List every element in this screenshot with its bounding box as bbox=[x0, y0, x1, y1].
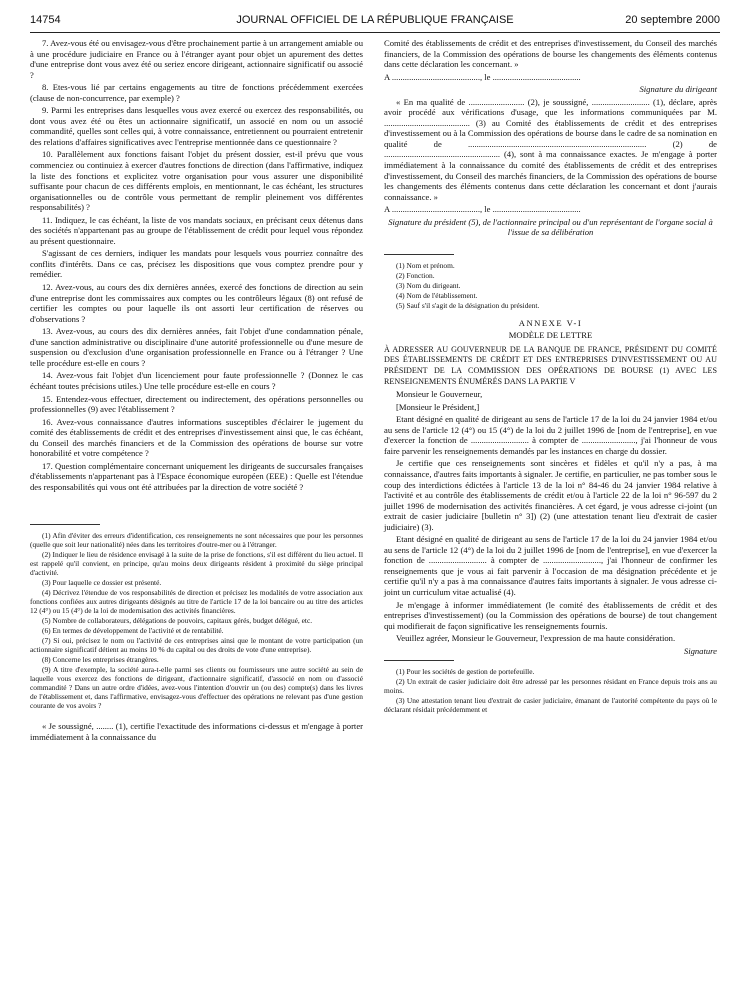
right-column bbox=[384, 38, 717, 715]
annexe-title: ANNEXE V-I bbox=[518, 317, 583, 328]
footnote-6: (6) En termes de développement de l'activité et de rentabilité. bbox=[42, 626, 224, 636]
journal-title: JOURNAL OFFICIEL DE LA RÉPUBLIQUE FRANÇAISE bbox=[236, 14, 514, 26]
right-footnote-2: (2) Fonction. bbox=[396, 270, 435, 280]
question-7: 7. Avez-vous été ou envisagez-vous d'être prochainement partie à un arrangement amiable ou à une procédure judiciaire en France ou à l'étranger ayant pour objet un apurement des dettes d'une entreprise dont vous avez été ou seriez encore dirigeant, actionnaire significatif ou associé ? bbox=[30, 38, 363, 80]
right-footnote-4: (4) Nom de l'établissement. bbox=[396, 290, 478, 300]
footnote-9: (9) A titre d'exemple, la société aura-t-elle parmi ses clients ou fournisseurs une autre société au sein de laquelle vous exercez des fonctions de dirigeant, d'actionnaire significatif, d'associé en nom ou d'associé commandité ? Dans un autre ordre d'idées, avez-vous l'intention d'ouvrir un (ou des) compte(s) dans les livres de l'établissement et, dans l'affirmative, envisagez-vous d'effectuer des opérations ne relevant pas d'une gestion courante de vos avoirs ? bbox=[30, 665, 363, 711]
footnote-7: (7) Si oui, précisez le nom ou l'activité de ces entreprises ainsi que le montant de votre participation (un actionnaire significatif détient au moins 10 % du capital ou des droits de vote d'une entreprise). bbox=[30, 636, 363, 655]
footnote-separator bbox=[30, 524, 100, 525]
addressee-block: À ADRESSER AU GOUVERNEUR DE LA BANQUE DE FRANCE, PRÉSIDENT DU COMITÉ DES ÉTABLISSEMENTS DE CRÉDIT ET DES ENTREPRISES D'INVESTISSEMENT OU AU PRÉSIDENT DE LA COMMISSION DES OPÉRATIONS DE BOURSE (1) AVEC LES RENSEIGNEMENTS ÉNUMÉRÉS DANS LA PARTIE V bbox=[384, 344, 717, 386]
closing-declaration: « Je soussigné, ........ (1), certifie l'exactitude des informations ci-dessus et m'engage à porter immédiatement à la connaissance du bbox=[30, 721, 363, 742]
question-12: 12. Avez-vous, au cours des dix dernières années, exercé des fonctions de direction au sein d'une entreprise dont les commissaires aux comptes ou les contrôleurs légaux (8) ont refusé de certifier les comptes ou pour laquelle ils ont assorti leur certification de réserves ou d'observations ? bbox=[30, 282, 363, 324]
publication-date: 20 septembre 2000 bbox=[625, 14, 720, 26]
footnote-5: (5) Nombre de collaborateurs, délégations de pouvoirs, capitaux gérés, budget délégué, etc. bbox=[42, 616, 313, 626]
header-rule bbox=[30, 32, 720, 33]
letter-paragraph-4: Je m'engage à informer immédiatement (le comité des établissements de crédit et des entreprises d'investissement) (ou la Commission des opérations de bourse) de tout changement qui modifierait de façon significative les renseignements fournis. bbox=[384, 599, 717, 631]
right-footnote-3: (3) Nom du dirigeant. bbox=[396, 280, 461, 290]
page-number: 14754 bbox=[30, 14, 61, 26]
footnote-8: (8) Concerne les entreprises étrangères. bbox=[42, 655, 159, 665]
question-11-note: S'agissant de ces derniers, indiquer les mandats pour lesquels vous pourriez connaître des conflits d'intérêts. Dans ce cas, précisez les dispositions que vous comptez prendre pour y remédier. bbox=[30, 248, 363, 280]
footnote-separator-right-2 bbox=[384, 660, 454, 661]
letter-paragraph-2: Je certifie que ces renseignements sont sincères et fidèles et qu'il n'y a pas, à ma connaissance, d'autres faits importants à signaler. Je certifie, en particulier, ne pas tomber sous le coup des interdictions édictées à l'article 13 de la loi n° 84-46 du 24 janvier 1984 relative à l'activité et au contrôle des établissements de crédit et/ou à l'article 22 de la loi n° 96-597 du 2 juillet 1996 de modernisation des activités financières. A cet égard, je vous adresse ci-joint (un extrait de casier judiciaire [bulletin n° 3]) (2) (une attestation tenant lieu d'extrait de casier judiciaire) (3). bbox=[384, 458, 717, 532]
signature-letter: Signature bbox=[683, 645, 717, 656]
question-16: 16. Avez-vous connaissance d'autres informations susceptibles d'éclairer le jugement du comité des établissements de crédit et des entreprises d'investissement ainsi que, le cas échéant, du Conseil des marchés financiers et de la Commission des opérations de bourse sur votre honorabilité et votre compétence ? bbox=[30, 416, 363, 459]
question-10: 10. Parallèlement aux fonctions faisant l'objet du présent dossier, est-il prévu que vous commenciez ou continuiez à exercer d'autres fonctions de direction (dans l'affirmative, indiquez la liste des fonctions et explicitez votre organisation pour vous assurer une disponibilité suffisante pour chacun de ces différents emplois, en mentionnant, le cas échéant, les structures organisationnelles ou de contrôle vous permettant de remplir pleinement vos différentes responsabilités) ? bbox=[30, 149, 363, 213]
president-declaration: « En ma qualité de .......................... (2), je soussigné, ........................... (1), déclare, après avoir procédé aux vérifications d'usage, que les informations communiquées par M. ........................................ (3) au Comité des établissements de crédit et des entreprises d'investissement ou à la Commission des opérations de bourse dans le cadre de sa nomination en qualité de ................................................................................... (2) de ...................................................... (4), sont à ma connaissance exactes. Je m'engage à porter immédiatement à la connaissance du comité des établissements de crédit et des entreprises d'investissement, du Conseil des marchés financiers, de la Commission des opérations de bourse les changements des éléments contenus dans cette déclaration les concernant et dont j'aurais connaissance. » bbox=[384, 96, 717, 202]
left-column bbox=[30, 38, 363, 745]
letter-footnote-2: (2) Un extrait de casier judiciaire doit être adressé par les personnes résidant en France depuis trois ans au moins. bbox=[384, 677, 717, 696]
footnote-3: (3) Pour laquelle ce dossier est présenté. bbox=[42, 578, 162, 588]
question-11: 11. Indiquez, le cas échéant, la liste de vos mandats sociaux, en précisant ceux détenus dans des sociétés n'appartenant pas au groupe de l'établissement de crédit pour lequel vous répondez au présent questionnaire. bbox=[30, 214, 363, 246]
footnote-separator-right bbox=[384, 254, 454, 255]
letter-footnote-3: (3) Une attestation tenant lieu d'extrait de casier judiciaire, émanant de l'autorité compétente du pays où le déclarant résidait précédemment et bbox=[384, 696, 717, 715]
question-9: 9. Parmi les entreprises dans lesquelles vous avez exercé ou exercez des responsabilités, ou dont vous avez été ou êtes un actionnaire significatif, un associé en nom ou un associé commandité, quelles sont celles qui, à votre connaissance, entretiennent ou pourraient entretenir des relations d'affaires significatives avec l'entreprise mentionnée dans ce questionnaire ? bbox=[30, 105, 363, 147]
letter-paragraph-5: Veuillez agréer, Monsieur le Gouverneur, l'expression de ma haute considération. bbox=[396, 633, 676, 644]
footnote-1: (1) Afin d'éviter des erreurs d'identification, ces renseignements ne sont nécessaires que pour les personnes (quelle que soit leur nationalité) nées dans les territoires d'outre-mer ou à l'étranger. bbox=[30, 531, 363, 550]
letter-footnote-1: (1) Pour les sociétés de gestion de portefeuille. bbox=[396, 667, 535, 677]
footnote-2: (2) Indiquer le lieu de résidence envisagé à la suite de la prise de fonctions, s'il est différent du lieu actuel. Il est rappelé qu'il convient, en principe, qu'au moins deux dirigeants résident à proximité du siège principal d'activité. bbox=[30, 550, 363, 578]
question-8: 8. Etes-vous lié par certains engagements au titre de fonctions précédemment exercées (clause de non-concurrence, par exemple) ? bbox=[30, 82, 363, 103]
salutation-president: [Monsieur le Président,] bbox=[396, 401, 480, 412]
page-header bbox=[30, 14, 720, 30]
question-15: 15. Entendez-vous effectuer, directement ou indirectement, des opérations personnelles ou professionnelles (9) avec l'établissement ? bbox=[30, 393, 363, 415]
footnote-4: (4) Décrivez l'étendue de vos responsabilités de direction et précisez les modalités de votre association aux fonctions confiées aux autres dirigeants désignés au titre de l'article 17 de la loi bancaire ou au titre des articles 12 (4°) ou 15 (4°) de la loi de modernisation des activités financières. bbox=[30, 588, 363, 616]
declaration-continuation: Comité des établissements de crédit et des entreprises d'investissement, du Conseil des marchés financiers, de la Commission des opérations de bourse les changements des éléments contenus dans cette déclaration les concernant. » bbox=[384, 38, 717, 70]
right-footnote-1: (1) Nom et prénom. bbox=[396, 260, 455, 270]
signature-president: Signature du président (5), de l'actionnaire principal ou d'un représentant de l'organe social à l'issue de sa délibération bbox=[388, 216, 713, 238]
letter-paragraph-3: Etant désigné en qualité de dirigeant au sens de l'article 17 de la loi du 24 janvier 1984 et/ou au sens de l'article 12 (4°) de la loi du 2 juillet 1996 de [nom de l'entreprise], en vue d'exercer la fonction de ........................... à compter de ..........................., j'ai l'honneur de confirmer les renseignements que je vous ai fait parvenir à l'occasion de ma désignation précédente et je certifie qu'il n'y a pas à ma connaissance d'autres faits importants à signaler. Je vous adresse ci-joint un curriculum vitae actualisé (4). bbox=[384, 534, 717, 597]
date-place-line-2: A ........................................., le ......................................... bbox=[384, 204, 581, 215]
signature-director: Signature du dirigeant bbox=[639, 84, 717, 95]
modele-title: MODÈLE DE LETTRE bbox=[508, 330, 593, 341]
question-14: 14. Avez-vous fait l'objet d'un licenciement pour faute professionnelle ? (Donnez le cas échéant toutes précisions utiles.) Une telle procédure est-elle en cours ? bbox=[30, 370, 363, 391]
question-13: 13. Avez-vous, au cours des dix dernières années, fait l'objet d'une condamnation pénale, d'une sanction administrative ou disciplinaire d'une autorité professionnelle ou d'une mesure de suspension ou d'exclusion d'une organisation professionnelle en France ou à l'étranger ? Une telle procédure est-elle en cours ? bbox=[30, 326, 363, 368]
salutation-governor: Monsieur le Gouverneur, bbox=[396, 389, 483, 400]
letter-paragraph-1: Etant désigné en qualité de dirigeant au sens de l'article 17 de la loi du 24 janvier 1984 et/ou au sens de l'article 12 (4°) ou 15 (4°) de la loi du 2 juillet 1996 de [nom de l'entreprise], en vue d'exercer la fonction de ........................... à compter de ........................., j'ai l'honneur de vous faire parvenir les renseignements demandés par les instances en charge du dossier. bbox=[384, 414, 717, 456]
question-17: 17. Question complémentaire concernant uniquement les dirigeants de succursales françaises d'établissements n'appartenant pas à l'Espace économique européen (EEE) : Quelle est l'étendue des responsabilités qui vous ont été attribuées par la direction de votre société ? bbox=[30, 460, 363, 492]
right-footnote-5: (5) Sauf s'il s'agit de la désignation du président. bbox=[396, 300, 540, 310]
date-place-line-1: A ........................................., le ......................................... bbox=[384, 71, 581, 82]
